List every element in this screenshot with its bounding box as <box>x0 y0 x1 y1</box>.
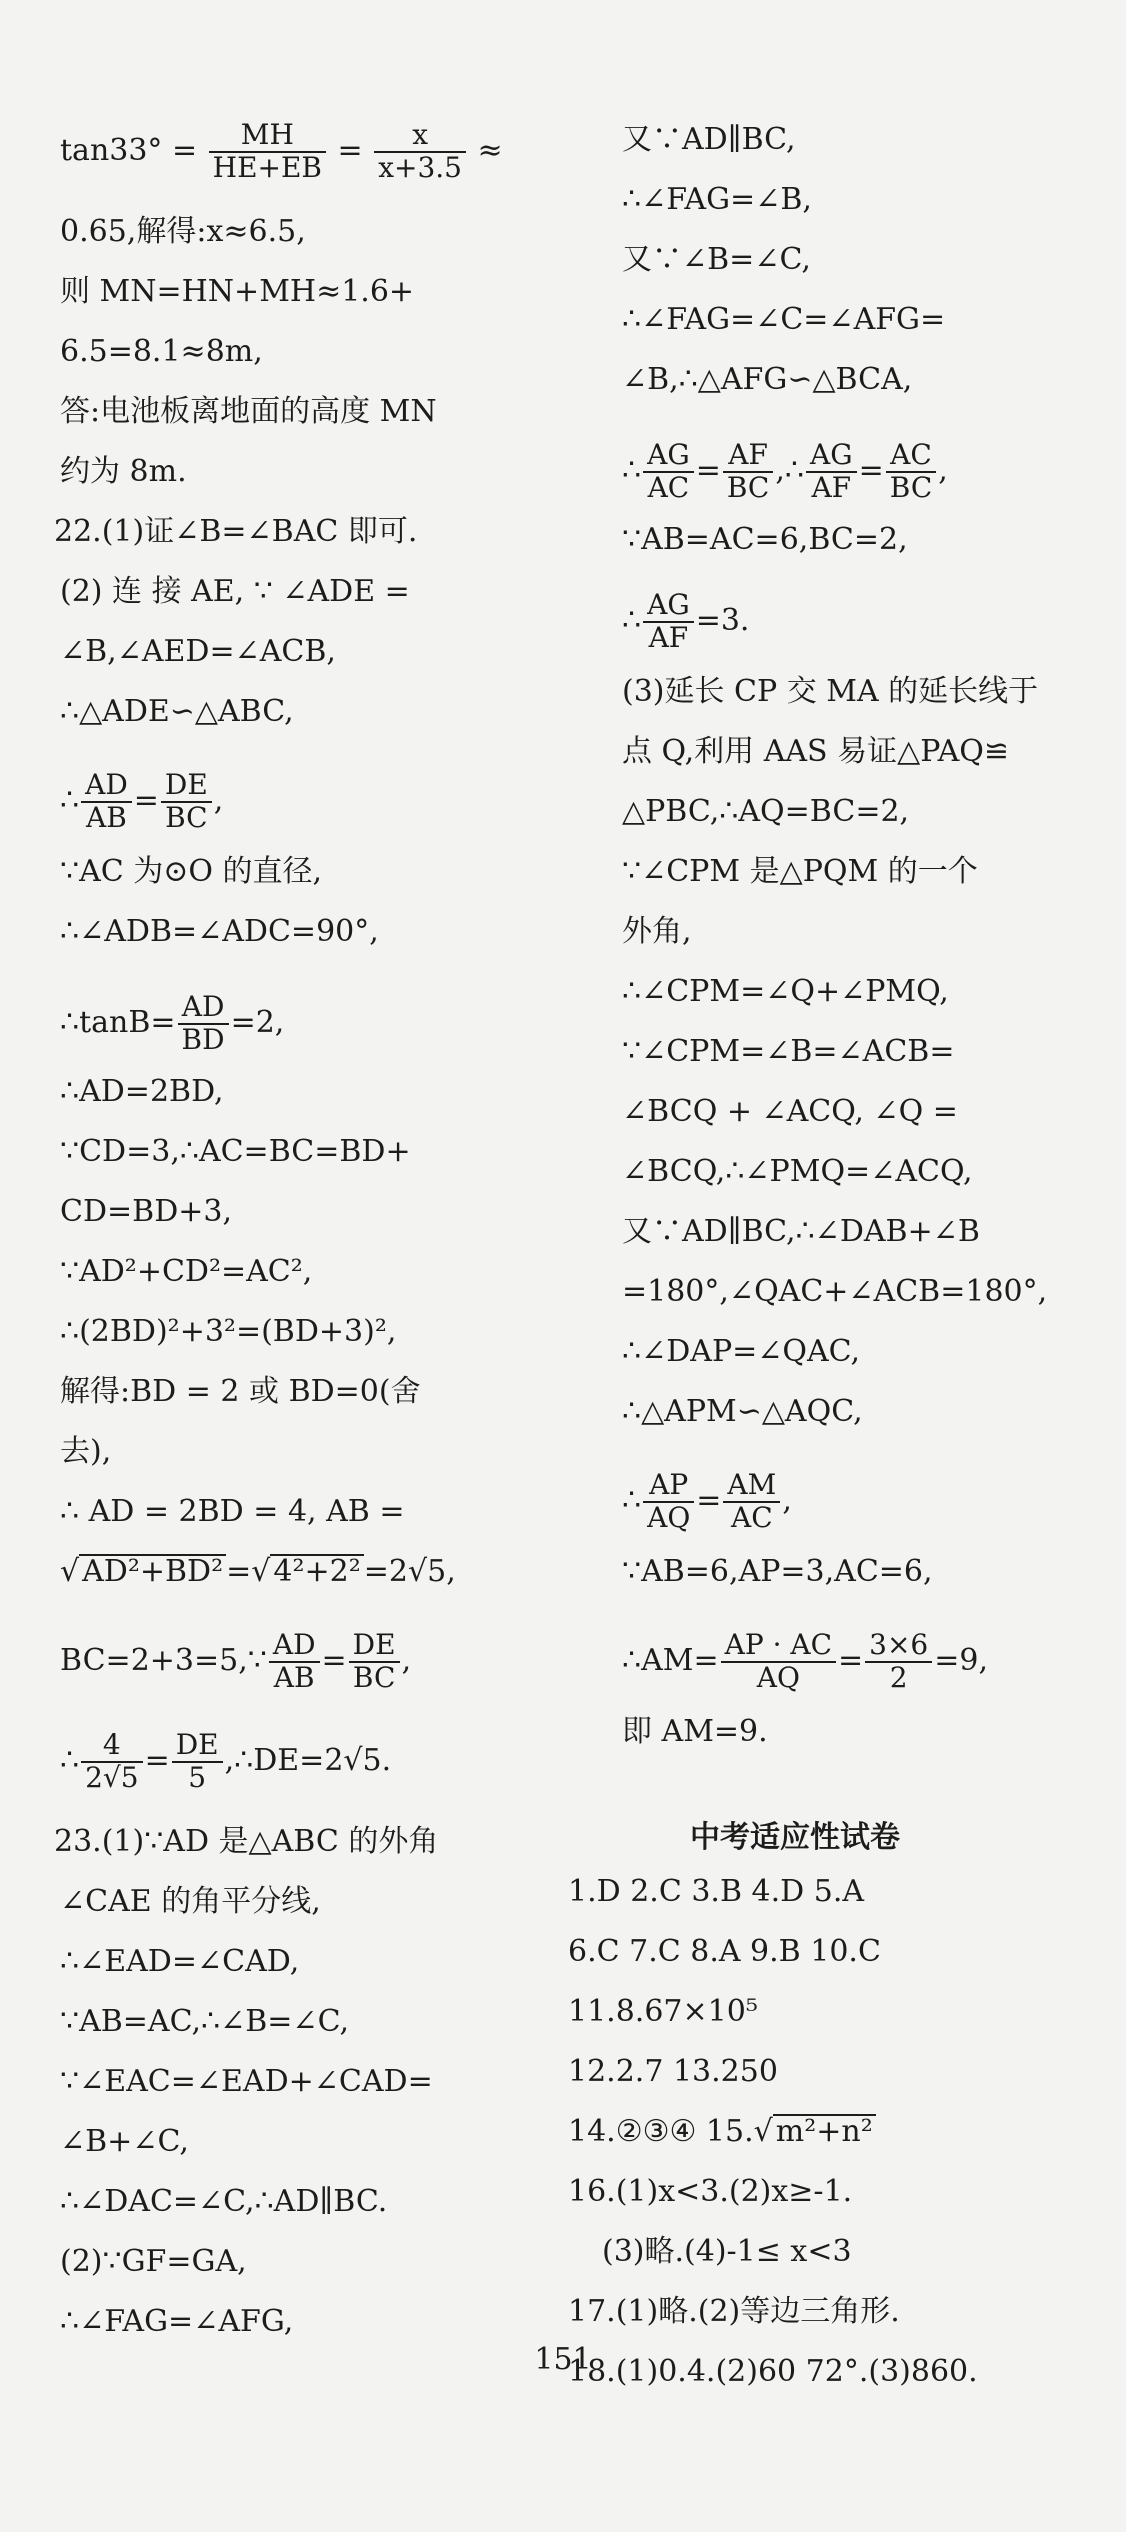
fraction <box>865 1630 932 1694</box>
text-run: =√ <box>226 1554 271 1589</box>
text-run: = <box>838 1642 864 1678</box>
text-line <box>60 1882 321 1922</box>
text-line <box>60 2062 433 2102</box>
text-line <box>60 452 187 492</box>
text-run: =180°,∠QAC+∠ACB=180°, <box>622 1274 1048 1309</box>
text-run: ∠B+∠C, <box>60 2124 189 2159</box>
text-line <box>60 990 285 1056</box>
text-run: ∴△ADE∽△ABC, <box>60 694 294 729</box>
text-run: ,∴ <box>775 452 804 488</box>
text-line <box>622 240 811 280</box>
text-line <box>60 212 306 252</box>
text-line <box>622 300 945 340</box>
text-line <box>568 1992 758 2032</box>
fraction-denominator: AF <box>648 620 689 654</box>
fraction <box>269 1630 320 1694</box>
text-line <box>622 1552 933 1592</box>
text-line <box>60 392 437 432</box>
fraction-numerator: DE <box>349 1630 400 1663</box>
text-line <box>60 1432 111 1472</box>
fraction <box>81 770 132 834</box>
text-run: = <box>695 452 721 488</box>
fraction-denominator: AC <box>647 470 690 504</box>
text-run: ∵AD²+CD²=AC², <box>60 1254 313 1289</box>
text-line <box>60 572 410 612</box>
text-line <box>60 272 414 312</box>
text-run: ∴tanB= <box>60 1004 176 1040</box>
text-line <box>60 2182 387 2222</box>
fraction-denominator: AC <box>731 1500 773 1534</box>
fraction <box>643 440 694 504</box>
fraction-numerator: AD <box>81 770 132 803</box>
text-run: (3)延长 CP 交 MA 的延长线于 <box>622 674 1039 709</box>
fraction <box>374 120 466 184</box>
text-run: △PBC,∴AQ=BC=2, <box>622 794 910 829</box>
text-run: = <box>328 132 373 168</box>
text-line <box>568 1872 864 1912</box>
text-line <box>622 120 796 160</box>
text-run: ∴AD=2BD, <box>60 1074 224 1109</box>
fraction <box>209 120 326 184</box>
text-line <box>60 768 224 834</box>
text-run: =2, <box>230 1004 285 1040</box>
fraction-denominator: 5 <box>188 1760 207 1794</box>
text-line <box>60 2242 247 2282</box>
text-line <box>622 1272 1047 1312</box>
text-run: ∴(2BD)²+3²=(BD+3)², <box>60 1314 397 1349</box>
text-line <box>60 1252 312 1292</box>
fraction-numerator: AM <box>723 1470 780 1503</box>
text-run: ∵AC 为⊙O 的直径, <box>60 854 323 889</box>
radicand: 4²+2² <box>270 1554 363 1588</box>
radicand: m²+n² <box>773 2114 876 2148</box>
text-run: 16.(1)x<3.(2)x≥-1. <box>568 2174 853 2209</box>
fraction-denominator: 2√5 <box>85 1760 139 1794</box>
text-line <box>568 2292 900 2332</box>
text-run: ∠CAE 的角平分线, <box>60 1884 321 1919</box>
fraction-numerator: 3×6 <box>865 1630 932 1663</box>
text-run: 17.(1)略.(2)等边三角形. <box>568 2294 900 2329</box>
text-run: ∴∠FAG=∠AFG, <box>60 2304 294 2339</box>
text-run: ∴∠FAG=∠B, <box>622 182 812 217</box>
text-line <box>622 1392 863 1432</box>
fraction <box>886 440 937 504</box>
text-run: 又∵AD∥BC,∴∠DAB+∠B <box>622 1214 980 1249</box>
text-run: ∴∠ADB=∠ADC=90°, <box>60 914 379 949</box>
text-run: 去), <box>60 1434 112 1469</box>
text-run: 答:电池板离地面的高度 MN <box>60 394 437 429</box>
fraction-numerator: AF <box>723 440 774 473</box>
text-run: ∴ <box>60 782 80 818</box>
page-number: 151 <box>534 2342 592 2377</box>
text-line <box>60 2002 349 2042</box>
fraction-numerator: AG <box>643 590 694 623</box>
text-line <box>60 632 336 672</box>
fraction <box>178 992 229 1056</box>
text-run: = <box>321 1642 347 1678</box>
fraction-denominator: BC <box>165 800 208 834</box>
text-line <box>602 2232 852 2272</box>
fraction <box>723 440 774 504</box>
fraction-numerator: AD <box>178 992 229 1025</box>
text-run: , <box>213 782 224 818</box>
fraction-denominator: AB <box>86 800 127 834</box>
text-run: 解得:BD = 2 或 BD=0(舍 <box>60 1374 421 1409</box>
text-line <box>60 1132 411 1172</box>
text-run: ∴AM= <box>622 1642 719 1678</box>
text-run: ∵∠CPM=∠B=∠ACB= <box>622 1034 955 1069</box>
fraction-denominator: 2 <box>889 1660 908 1694</box>
text-line <box>622 1468 792 1534</box>
fraction <box>349 1630 400 1694</box>
text-run: 外角, <box>622 914 692 949</box>
text-run: , <box>938 452 948 488</box>
text-line <box>622 438 948 504</box>
text-line <box>622 792 909 832</box>
text-run: ∴∠FAG=∠C=∠AFG= <box>622 302 946 337</box>
fraction <box>723 1470 780 1534</box>
fraction-denominator: AF <box>811 470 852 504</box>
fraction-denominator: HE+EB <box>212 150 322 184</box>
text-run: ∵AB=AC,∴∠B=∠C, <box>60 2004 349 2039</box>
text-line <box>60 118 503 184</box>
text-line <box>60 1192 232 1232</box>
text-run: 即 AM=9. <box>622 1714 768 1749</box>
text-run: 则 MN=HN+MH≈1.6+ <box>60 274 415 309</box>
fraction-denominator: AQ <box>756 1660 800 1694</box>
fraction <box>721 1630 836 1694</box>
fraction-numerator: 4 <box>81 1730 142 1763</box>
text-run: 12.2.7 13.250 <box>568 2054 778 2089</box>
text-line <box>622 1092 958 1132</box>
text-run: (2) 连 接 AE, ∵ ∠ADE = <box>60 574 410 609</box>
text-line <box>54 1822 438 1862</box>
text-run: ∠B,∠AED=∠ACB, <box>60 634 336 669</box>
text-run: ∴∠DAP=∠QAC, <box>622 1334 861 1369</box>
text-run: =2√5, <box>363 1554 456 1589</box>
text-line <box>568 2112 876 2152</box>
text-run: 6.5=8.1≈8m, <box>60 334 263 369</box>
text-run: =9, <box>934 1642 989 1678</box>
text-run: ∵AB=AC=6,BC=2, <box>622 522 908 557</box>
radicand: AD²+BD² <box>79 1554 226 1588</box>
fraction-numerator: AG <box>806 440 857 473</box>
text-run: ∴ AD = 2BD = 4, AB = <box>60 1494 405 1529</box>
text-run: , <box>401 1642 412 1678</box>
fraction-denominator: BC <box>726 470 770 504</box>
text-run: ∵AB=6,AP=3,AC=6, <box>622 1554 933 1589</box>
fraction-denominator: BD <box>181 1022 225 1056</box>
fraction-numerator: AP <box>643 1470 694 1503</box>
fraction <box>81 1730 142 1794</box>
text-line <box>60 1372 421 1412</box>
text-line <box>60 692 294 732</box>
text-run: tan33° = <box>60 132 207 168</box>
fraction <box>643 1470 694 1534</box>
text-line <box>622 1628 989 1694</box>
text-run: 14.②③④ 15.√ <box>568 2114 773 2149</box>
text-run: ∴∠CPM=∠Q+∠PMQ, <box>622 974 949 1009</box>
text-run: 23.(1)∵AD 是△ABC 的外角 <box>54 1824 439 1859</box>
fraction-numerator: DE <box>161 770 212 803</box>
text-run: = <box>858 452 884 488</box>
fraction-denominator: BC <box>352 1660 396 1694</box>
text-run: = <box>696 1482 722 1518</box>
fraction-numerator: DE <box>172 1730 223 1763</box>
text-run: 点 Q,利用 AAS 易证△PAQ≌ <box>622 734 1010 769</box>
text-run: , <box>782 1482 792 1518</box>
text-run: CD=BD+3, <box>60 1194 233 1229</box>
text-run: 6.C 7.C 8.A 9.B 10.C <box>568 1934 881 1969</box>
text-run: =3. <box>695 602 750 638</box>
section-title: 中考适应性试卷 <box>690 1820 900 1855</box>
text-line <box>60 1492 405 1532</box>
text-line <box>622 1152 973 1192</box>
text-run: (2)∵GF=GA, <box>60 2244 247 2279</box>
text-line <box>622 732 1009 772</box>
text-line <box>568 2172 852 2212</box>
text-line <box>60 852 322 892</box>
text-run: 11.8.67×10⁵ <box>568 1994 758 2029</box>
text-run: √ <box>60 1554 80 1589</box>
text-line <box>622 672 1038 712</box>
text-run: ∵∠EAC=∠EAD+∠CAD= <box>60 2064 433 2099</box>
fraction-denominator: BC <box>889 470 933 504</box>
text-run: BC=2+3=5,∵ <box>60 1642 267 1678</box>
text-run: = <box>144 1742 170 1778</box>
text-line <box>60 1942 299 1982</box>
text-line <box>622 360 912 400</box>
text-line <box>622 912 692 952</box>
fraction-numerator: AG <box>643 440 694 473</box>
text-run: = <box>133 782 159 818</box>
fraction-denominator: x+3.5 <box>378 150 462 184</box>
text-run: 又∵∠B=∠C, <box>622 242 811 277</box>
text-run: ∴ <box>60 1742 80 1778</box>
text-run: 22.(1)证∠B=∠BAC 即可. <box>54 514 418 549</box>
text-run: ,∴DE=2√5. <box>224 1742 392 1778</box>
text-run: 约为 8m. <box>60 454 187 489</box>
fraction-numerator: AP · AC <box>721 1630 836 1663</box>
text-line <box>60 1072 224 1112</box>
text-run: ∵CD=3,∴AC=BC=BD+ <box>60 1134 411 1169</box>
text-run: 1.D 2.C 3.B 4.D 5.A <box>568 1874 865 1909</box>
text-line <box>622 972 949 1012</box>
text-line <box>60 2302 293 2342</box>
fraction <box>806 440 857 504</box>
text-run: ∠BCQ + ∠ACQ, ∠Q = <box>622 1094 958 1129</box>
text-run: ∴ <box>622 452 642 488</box>
fraction-denominator: AB <box>273 1660 315 1694</box>
text-line <box>54 512 417 552</box>
text-run: ≈ <box>468 132 503 168</box>
text-run: ∵∠CPM 是△PQM 的一个 <box>622 854 978 889</box>
text-line <box>60 1312 396 1352</box>
text-line <box>60 2122 189 2162</box>
text-line <box>60 1552 456 1592</box>
text-run: 18.(1)0.4.(2)60 72°.(3)860. <box>568 2354 978 2389</box>
text-line <box>622 588 750 654</box>
text-run: ∠B,∴△AFG∽△BCA, <box>622 362 913 397</box>
text-run: 0.65,解得:x≈6.5, <box>60 214 306 249</box>
text-run: ∠BCQ,∴∠PMQ=∠ACQ, <box>622 1154 973 1189</box>
fraction-numerator: AC <box>886 440 937 473</box>
text-run: ∴ <box>622 602 642 638</box>
text-line <box>568 2052 778 2092</box>
fraction-denominator: AQ <box>647 1500 691 1534</box>
text-run: ∴∠DAC=∠C,∴AD∥BC. <box>60 2184 388 2219</box>
fraction-numerator: MH <box>209 120 326 153</box>
text-run: ∴△APM∽△AQC, <box>622 1394 863 1429</box>
text-line <box>622 1032 954 1072</box>
text-line <box>622 180 812 220</box>
text-line <box>622 1332 860 1372</box>
text-run: ∴∠EAD=∠CAD, <box>60 1944 300 1979</box>
fraction <box>643 590 694 654</box>
text-line <box>60 912 379 952</box>
text-line <box>60 1628 412 1694</box>
text-line <box>60 332 263 372</box>
fraction <box>172 1730 223 1794</box>
text-run: 又∵AD∥BC, <box>622 122 796 157</box>
text-line <box>60 1728 392 1794</box>
text-run: (3)略.(4)-1≤ x<3 <box>602 2234 852 2269</box>
fraction <box>161 770 212 834</box>
text-run: ∴ <box>622 1482 642 1518</box>
text-line <box>622 1212 980 1252</box>
text-line <box>622 852 978 892</box>
text-line <box>622 520 908 560</box>
fraction-numerator: x <box>374 120 466 153</box>
fraction-numerator: AD <box>269 1630 320 1663</box>
text-line <box>568 1932 881 1972</box>
text-line <box>622 1712 768 1752</box>
